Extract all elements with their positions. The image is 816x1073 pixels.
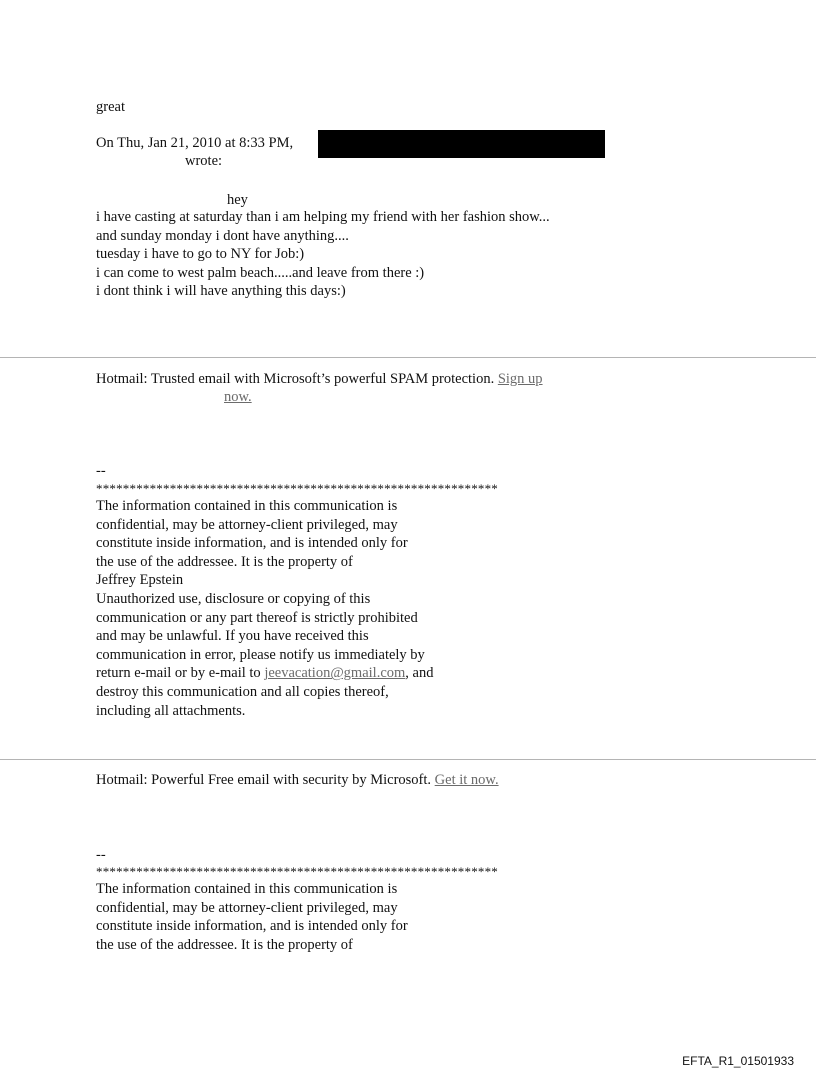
notice-line: constitute inside information, and is intended only for (96, 535, 408, 552)
notice-line: including all attachments. (96, 702, 246, 719)
get-it-now-link[interactable]: Get it now. (434, 772, 499, 788)
hotmail-ad-link-continued (224, 388, 252, 406)
confidentiality-notice (96, 880, 408, 954)
document-id: EFTA_R1_01501933 (682, 1054, 794, 1068)
notice-line: The information contained in this communication is (96, 498, 398, 514)
notice-line: The information contained in this communication is (96, 881, 398, 897)
signature-stars: ************************************************************ (96, 481, 498, 496)
notice-line: the use of the addressee. It is the property of (96, 553, 353, 570)
email-link[interactable]: jeevacation@gmail.com (264, 665, 406, 682)
reply-text: great (96, 99, 125, 115)
notice-line-email (96, 664, 433, 683)
hotmail-ad (96, 370, 543, 388)
notice-line: Jeffrey Epstein (96, 572, 184, 589)
notice-line: and may be unlawful. If you have received this (96, 628, 369, 645)
quoted-line: i dont think i will have anything this days:) (96, 283, 346, 300)
notice-line: communication or any part thereof is strictly prohibited (96, 609, 418, 626)
quoted-greeting: hey (227, 192, 248, 208)
notice-line: the use of the addressee. It is the property of (96, 936, 353, 953)
quote-header-wrote: wrote: (185, 153, 223, 169)
signature-stars: ************************************************************ (96, 864, 498, 879)
notice-line: confidential, may be attorney-client privileged, may (96, 516, 398, 533)
sign-up-link-now[interactable]: now. (224, 389, 252, 405)
hotmail-ad-text: Hotmail: Trusted email with Microsoft’s powerful SPAM protection. (96, 371, 495, 387)
notice-return-suffix: , and (405, 665, 434, 682)
notice-line: confidential, may be attorney-client privileged, may (96, 899, 398, 916)
quoted-line: i can come to west palm beach.....and leave from there :) (96, 264, 425, 281)
divider (0, 759, 816, 760)
redaction-box (318, 130, 605, 158)
quoted-line: i have casting at saturday than i am helping my friend with her fashion show... (96, 209, 550, 225)
notice-line: communication in error, please notify us immediately by (96, 646, 425, 663)
quoted-line: tuesday i have to go to NY for Job:) (96, 246, 305, 263)
hotmail-ad-text: Hotmail: Powerful Free email with security by Microsoft. (96, 772, 432, 788)
confidentiality-notice (96, 497, 433, 720)
quote-header-line: On Thu, Jan 21, 2010 at 8:33 PM, (96, 135, 294, 151)
notice-return-prefix: return e-mail or by e-mail to (96, 665, 261, 682)
signature-dashes: -- (96, 463, 106, 479)
notice-line: constitute inside information, and is intended only for (96, 918, 408, 935)
notice-line: destroy this communication and all copies thereof, (96, 683, 389, 700)
signature-dashes: -- (96, 847, 106, 863)
notice-line: Unauthorized use, disclosure or copying of this (96, 590, 371, 607)
quoted-message-body (96, 208, 550, 301)
divider (0, 357, 816, 358)
sign-up-link[interactable]: Sign up (497, 371, 543, 387)
quoted-line: and sunday monday i dont have anything.... (96, 227, 349, 244)
hotmail-ad (96, 771, 499, 789)
